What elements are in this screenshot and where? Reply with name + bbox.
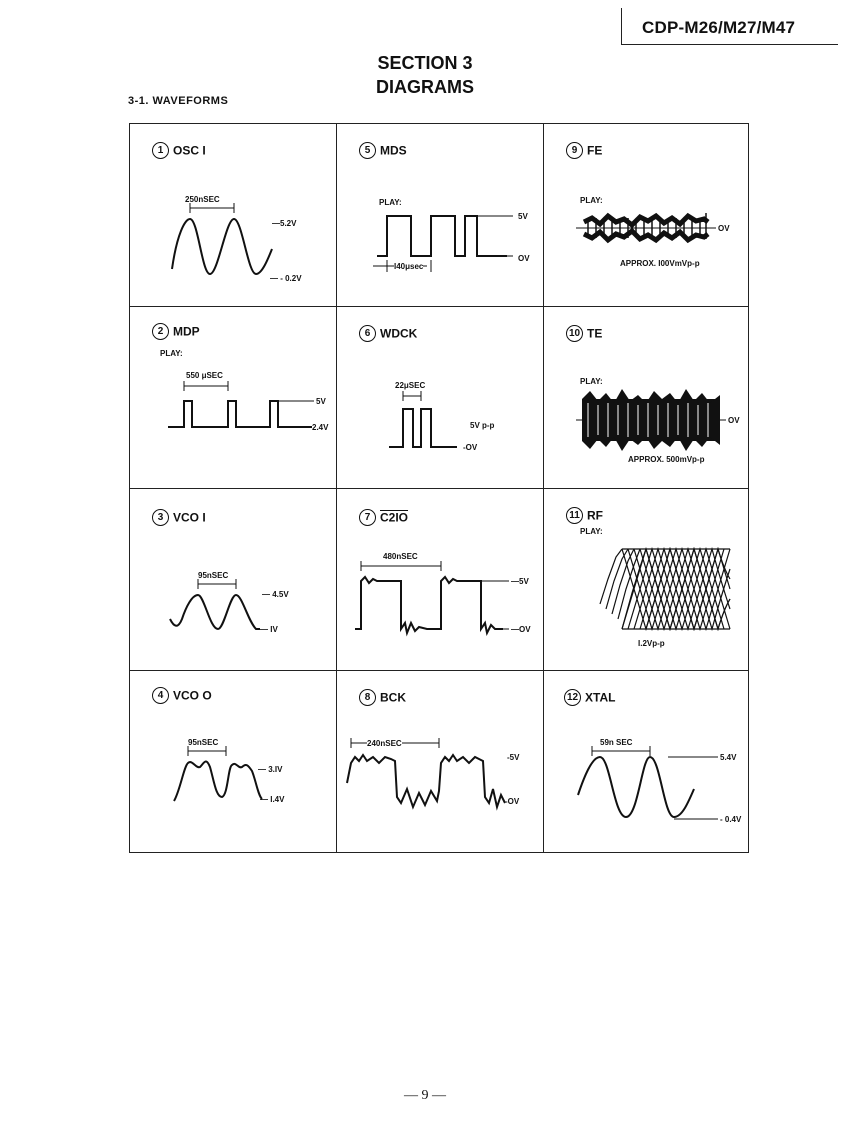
timing-label: 250nSEC <box>185 195 220 204</box>
waveform-number: 6 <box>359 325 376 342</box>
waveform-vcoi <box>130 489 336 671</box>
amplitude-label: I.2Vp-p <box>638 639 665 648</box>
xtal-trace <box>544 671 750 853</box>
waveform-mdp <box>130 307 336 489</box>
voltage-top: 5V <box>316 397 326 406</box>
waveform-title: VCO O <box>173 688 212 703</box>
waveform-fe <box>544 124 750 306</box>
mode-label: PLAY: <box>580 377 603 386</box>
page-number: — 9 — <box>404 1088 446 1103</box>
mdp-trace <box>130 307 336 489</box>
voltage-bottom: -OV <box>505 797 520 806</box>
voltage-top: — 4.5V <box>262 590 289 599</box>
timing-label: 22μSEC <box>395 381 426 390</box>
waveform-rf <box>544 489 750 671</box>
timing-label: 550 μSEC <box>186 371 223 380</box>
waveform-title: TE <box>587 326 603 341</box>
vcoo-trace <box>130 671 336 853</box>
mode-label: PLAY: <box>379 198 402 207</box>
waveform-title: FE <box>587 143 603 158</box>
voltage-bottom: — - 0.2V <box>270 274 302 283</box>
voltage-top: 5.4V <box>720 753 737 762</box>
voltage-bottom: — IV <box>260 625 278 634</box>
voltage-bottom: —OV <box>511 625 531 634</box>
timing-label: 240nSEC <box>367 739 402 748</box>
amplitude-label: APPROX. 500mVp-p <box>628 455 705 464</box>
waveform-number: 5 <box>359 142 376 159</box>
waveform-title: MDP <box>173 324 200 339</box>
voltage-top: — 3.IV <box>258 765 283 774</box>
voltage-top: -5V <box>507 753 520 762</box>
voltage-top: —5V <box>511 577 529 586</box>
voltage-top: —5.2V <box>272 219 297 228</box>
waveform-title: OSC I <box>173 143 206 158</box>
mds-trace <box>337 124 543 306</box>
waveform-number: 12 <box>564 689 581 706</box>
waveform-vcoo <box>130 671 336 853</box>
waveform-number: 8 <box>359 689 376 706</box>
waveform-bck <box>337 671 543 853</box>
voltage-bottom: - 0.4V <box>720 815 742 824</box>
model-header-box <box>621 8 838 45</box>
mode-label: PLAY: <box>580 196 603 205</box>
waveform-number: 7 <box>359 509 376 526</box>
waveform-title: MDS <box>380 143 407 158</box>
waveform-number: 10 <box>566 325 583 342</box>
waveform-number: 9 <box>566 142 583 159</box>
waveform-number: 11 <box>566 507 583 524</box>
waveform-title: WDCK <box>380 326 418 341</box>
timing-label: 95nSEC <box>198 571 229 580</box>
amplitude-label: APPROX. I00VmVp-p <box>620 259 700 268</box>
vcoi-trace <box>130 489 336 671</box>
timing-label: 95nSEC <box>188 738 219 747</box>
zero-volt-label: OV <box>718 224 730 233</box>
osci-trace <box>130 124 336 306</box>
voltage-bottom: -OV <box>463 443 478 452</box>
waveform-title: RF <box>587 508 603 523</box>
section-title: SECTION 3 <box>377 53 473 73</box>
timing-label: I40μsec <box>394 262 424 271</box>
waveform-number: 1 <box>152 142 169 159</box>
voltage-bottom: OV <box>518 254 530 263</box>
waveform-wdck <box>337 307 543 489</box>
waveform-grid <box>129 123 749 853</box>
waveform-number: 3 <box>152 509 169 526</box>
voltage-top: 5V p-p <box>470 421 495 430</box>
waveform-number: 4 <box>152 687 169 704</box>
fe-trace <box>544 124 750 306</box>
voltage-top: 5V <box>518 212 528 221</box>
voltage-bottom: 2.4V <box>312 423 329 432</box>
waveform-c210 <box>337 489 543 671</box>
waveform-te <box>544 307 750 489</box>
waveform-mds <box>337 124 543 306</box>
voltage-bottom: — I.4V <box>260 795 285 804</box>
mode-label: PLAY: <box>160 349 183 358</box>
waveform-osci <box>130 124 336 306</box>
wdck-trace <box>337 307 543 489</box>
waveform-xtal <box>544 671 750 853</box>
section-subtitle: DIAGRAMS <box>376 77 474 97</box>
bck-trace <box>337 671 543 853</box>
zero-volt-label: OV <box>728 416 740 425</box>
waveform-title: XTAL <box>585 690 616 705</box>
waveform-title: BCK <box>380 690 406 705</box>
waveform-title: VCO I <box>173 510 206 525</box>
waveforms-heading: 3-1. WAVEFORMS <box>128 95 229 107</box>
mode-label: PLAY: <box>580 527 603 536</box>
timing-label: 480nSEC <box>383 552 418 561</box>
waveform-title: C2IO <box>380 510 409 525</box>
waveform-number: 2 <box>152 323 169 340</box>
model-number: CDP-M26/M27/M47 <box>642 18 796 37</box>
timing-label: 59n SEC <box>600 738 633 747</box>
